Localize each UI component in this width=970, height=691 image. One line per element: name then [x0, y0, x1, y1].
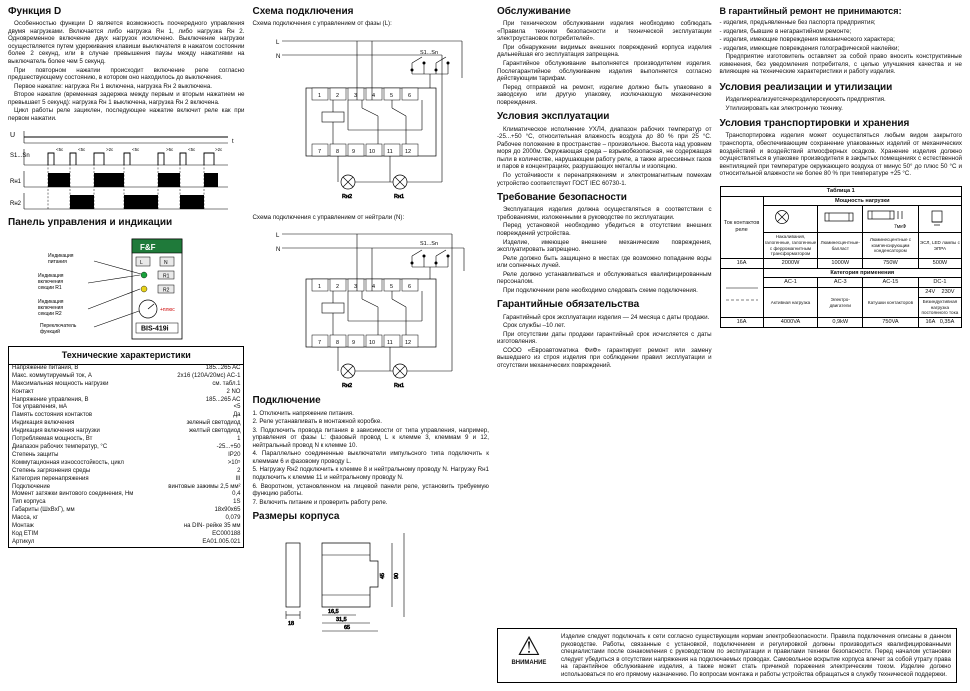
table1-category-col: AC-15 — [863, 278, 919, 288]
diagram-label-rn1: Rн1 — [10, 178, 21, 185]
table1-power-value: 750W — [863, 258, 919, 268]
svg-text:4: 4 — [372, 284, 376, 291]
svg-text:8: 8 — [336, 148, 340, 155]
table-row — [9, 531, 244, 539]
table-row — [9, 452, 244, 460]
spec-label: Потребляемая мощность, Вт — [12, 436, 93, 443]
safety-paragraph: Реле должно устанавливаться и обслуживаться квалифицированным персоналом. — [496, 270, 712, 286]
bulb-icon — [763, 206, 818, 233]
list-item: 6. Вворотном, установленном на лицевой панели реле, установить требуемую функцию работы. — [252, 482, 489, 498]
table-row — [9, 499, 244, 507]
panel-plus-text: +плюс — [160, 306, 175, 313]
table-row — [9, 523, 244, 531]
spec-value: 1S — [233, 499, 241, 506]
spec-label: Память состояния контактов — [12, 412, 93, 419]
operating-paragraph: По устойчивости к перенапряжениям и электромагнитным помехам устройство соответствует ГОСТ IEC 60730-1. — [496, 171, 712, 187]
norepair-title: В гарантийный ремонт не принимаются: — [719, 6, 902, 16]
table1-category-col: AC-3 — [818, 278, 863, 288]
table1-category-value: 0,9kW — [818, 317, 863, 327]
svg-text:Rн1: Rн1 — [394, 383, 405, 390]
connection-title: Подключение — [252, 395, 321, 407]
spec-label: Категория перенапряжения — [12, 475, 89, 482]
svg-text:9: 9 — [352, 148, 356, 155]
spec-label: Тип корпуса — [12, 499, 46, 506]
svg-text:L: L — [276, 233, 280, 240]
warranty-paragraph: Срок службы –10 лет. — [502, 322, 566, 330]
spec-label: Момент затяжки винтового соединения, Нм — [12, 491, 134, 498]
table-row — [9, 539, 244, 547]
table-row — [9, 428, 244, 436]
spec-label: Индикация включения — [12, 420, 75, 427]
dim-width: 18 — [288, 621, 295, 628]
svg-text:11: 11 — [387, 148, 394, 155]
table1-power-value: 1000W — [818, 258, 863, 268]
table-row — [9, 404, 244, 412]
spec-label: Коммутационная износостойкость, цикл — [12, 459, 124, 466]
norepair-item: - изделия, бывшие в негарантийном ремонте; — [719, 27, 852, 35]
table1-power-col: Люминесцентные-балласт — [818, 233, 863, 258]
scheme-switch-label: S1...Sn — [420, 49, 439, 56]
table1-power-col: Накаливания, галогенные, галогенные с ферромагнитным трансформатором — [763, 233, 818, 258]
panel-label-1: Индикация — [38, 272, 64, 279]
spec-label: Диапазон рабочих температур, °С — [12, 444, 108, 451]
service-paragraph: Гарантийное обслуживание выполняется производителем изделия. Послегарантийное обслуживание изделия выполняется согласно действующим тарифам. — [496, 60, 712, 83]
spec-value: -25...+50 — [216, 444, 241, 451]
spec-label: Макс. коммутируемый ток, А — [12, 372, 92, 379]
table-row — [720, 317, 961, 327]
table-row — [9, 380, 244, 388]
attention-text: Изделие следует подключать к сети согласно существующим нормам электробезопасности. Правила подключения описаны в данном руководстве. Работы, связанные с установкой, подключением и регулировкой должны производиться квалифицированными специалистами после ознакомления с руководством по эксплуатации и правилами техники безопасности. Перед началом установки следует убедиться в отсутствии напряжения на подключаемых проводах. Самовольное вскрытие корпуса влечет за собой утрату права на гарантийное обслуживание изделия, а также может стать причиной поражения электрическим током. Изделие должно использоваться по его прямому назначению. По вопросам монтажа и работы устройства обращаться в службу технической поддержки. — [560, 633, 951, 678]
column-1 — [8, 6, 244, 685]
safety-paragraph: Реле должно быть защищено в местах где возможно попадание воды или солнечных лучей. — [496, 254, 712, 270]
table1-category-value: 4000VA — [763, 317, 818, 327]
table1-category-value-pair: 16A 0,35A — [918, 317, 961, 327]
svg-text:7: 7 — [318, 340, 322, 347]
table1-category-col: DC-1 — [918, 278, 961, 288]
spec-table — [8, 364, 244, 548]
svg-text:11: 11 — [387, 340, 394, 347]
spec-value: зеленый светодиод — [186, 420, 241, 427]
spec-value: винтовые зажимы 2,5 мм² — [168, 483, 241, 490]
spec-label: Габариты (ШхВхГ), мм — [12, 507, 75, 514]
svg-text:секции R1: секции R1 — [38, 284, 62, 291]
panel-logo-text: F&F — [140, 242, 156, 252]
svg-text:4: 4 — [372, 92, 376, 99]
table1-category-current: 16A — [720, 317, 763, 327]
scheme-title: Схема подключения — [252, 6, 354, 17]
spec-value: >10⁵ — [227, 459, 241, 466]
warning-triangle-icon: ⚠ — [517, 631, 541, 662]
spec-value: EC000188 — [212, 530, 241, 537]
utilization-title: Условия реализации и утилизации — [719, 81, 893, 93]
svg-text:5: 5 — [390, 92, 394, 99]
diagram-label-u: U — [10, 131, 16, 139]
table1-category-col: AC-1 — [763, 278, 818, 288]
table-row — [9, 515, 244, 523]
table1-power-col: ЭСЛ, LED лампы с ЭПРА — [918, 233, 961, 258]
table1-power-col: Люминесцентные с компенсирующим конденсатором — [863, 233, 919, 258]
service-title: Обслуживание — [496, 6, 571, 17]
spec-value: желтый светодиод — [189, 428, 241, 435]
load-table — [720, 186, 962, 328]
svg-text:функций: функций — [40, 328, 60, 335]
svg-text:7мкФ: 7мкФ — [894, 224, 907, 231]
safety-paragraph: Изделие, имеющее внешние механические повреждения, эксплуатировать запрещено. — [496, 238, 712, 254]
norepair-item: - изделия, предъявленные без паспорта предприятия; — [719, 18, 876, 26]
table-row — [9, 436, 244, 444]
panel-label-2: Индикация — [38, 298, 64, 305]
svg-text:9: 9 — [352, 340, 356, 347]
panel-label-0: Индикация — [48, 252, 74, 259]
spec-table-title: Технические характеристики — [8, 346, 244, 364]
svg-text:L: L — [140, 259, 143, 266]
table1-title: Таблица 1 — [720, 186, 961, 196]
table1-category-sub: Электро- двигатели — [818, 288, 863, 318]
svg-text:Rн2: Rн2 — [342, 383, 353, 390]
scheme2-caption: Схема подключения с управлением от нейтрали (N): — [252, 213, 405, 221]
svg-text:3: 3 — [354, 284, 358, 291]
table-row — [9, 467, 244, 475]
spec-value: IP20 — [228, 451, 241, 458]
spec-value: 2x16 (120A/20мс) AC-1 — [177, 372, 241, 379]
svg-text:>2c: >2c — [215, 146, 223, 152]
svg-text:1: 1 — [318, 92, 322, 99]
spec-label: Масса, кг — [12, 515, 38, 522]
spec-label: Контакт — [12, 388, 34, 395]
connection-steps — [252, 410, 488, 507]
table1-category-value: 750VA — [863, 317, 919, 327]
table-row — [720, 258, 961, 268]
table1-power-value: 500W — [918, 258, 961, 268]
safety-title: Требование безопасности — [496, 192, 627, 204]
table-row — [9, 420, 244, 428]
spec-label: Индикация включения нагрузки — [12, 428, 100, 435]
svg-text:R1: R1 — [163, 273, 170, 280]
spec-value: 2 — [237, 467, 241, 474]
service-paragraph: При техническом обслуживании изделия необходимо соблюдать «Правила техники безопасности и технической эксплуатации электроустановок потребителей». — [496, 20, 712, 43]
svg-text:1: 1 — [318, 284, 322, 291]
svg-text:секции R2: секции R2 — [38, 310, 62, 317]
svg-text:>5c: >5c — [166, 146, 174, 152]
svg-text:включения: включения — [38, 304, 64, 311]
svg-text:S1...Sn: S1...Sn — [420, 241, 439, 248]
list-item: 2. Реле устанавливать в монтажной коробке. — [252, 418, 382, 426]
spec-value: 1 — [237, 436, 241, 443]
svg-text:>2c: >2c — [106, 146, 114, 152]
spec-value: 0,4 — [232, 491, 241, 498]
list-item: 3. Подключить провода питания в зависимости от типа управления, например, управления от фазы L: фазовый провод L к клемме 3, клеммам 9 и 12, нейтральный провод N к клемме 10. — [252, 426, 489, 449]
spec-label: Код ЕТІМ — [12, 530, 39, 537]
safety-paragraph: Эксплуатация изделия должна осуществляться в соответствии с требованиями, изложенными в руководстве по эксплуатации. — [496, 206, 712, 221]
svg-text:питания: питания — [48, 258, 67, 265]
table-row — [720, 268, 961, 278]
diagram-label-rn2: Rн2 — [10, 200, 21, 207]
warranty-paragraph: Гарантийный срок эксплуатации изделия — 24 месяца с даты продажи. — [502, 313, 710, 321]
svg-text:<5c: <5c — [56, 146, 64, 152]
svg-text:2: 2 — [336, 284, 340, 291]
table1-power-header: Мощность нагрузки — [763, 196, 961, 206]
function-d-paragraph: Цикл работы реле зациклен, последующее нажатие включит реле как при первом нажатии. — [8, 107, 245, 122]
svg-text:6: 6 — [408, 92, 412, 99]
table-row — [9, 396, 244, 404]
svg-text:90: 90 — [394, 573, 401, 580]
table1-power-value: 2000W — [763, 258, 818, 268]
function-d-paragraph: При повторном нажатии происходит включение реле согласно предшествующему состоянию, в котором оно находилось до выключения. — [8, 66, 245, 82]
table-row — [9, 507, 244, 515]
svg-text:5: 5 — [390, 284, 394, 291]
spec-value: 18х90х65 — [214, 507, 241, 514]
table-row — [9, 483, 244, 491]
svg-text:45: 45 — [380, 573, 387, 580]
spec-label: Степень загрязнения среды — [12, 467, 91, 474]
column-2 — [252, 6, 488, 685]
table-row — [720, 196, 961, 206]
utilization-paragraph: Изделиереализуетсячерездилерскуюсеть предприятия. — [725, 96, 886, 104]
table-row — [9, 412, 244, 420]
svg-text:N: N — [276, 53, 281, 60]
table-row — [9, 475, 244, 483]
svg-text:R2: R2 — [163, 287, 170, 294]
svg-text:t: t — [232, 138, 234, 145]
list-item: 5. Нагрузку Rн2 подключить к клемме 8 и нейтральному проводу N. Нагрузку Rн1 подключить к клемме 11 и нейтральному проводу N. — [252, 466, 489, 481]
table1-category-sub: Активная нагрузка — [763, 288, 818, 318]
svg-text:2: 2 — [336, 92, 340, 99]
svg-text:<5c: <5c — [188, 146, 196, 152]
spec-value: 185...265 AC — [205, 396, 241, 403]
norepair-item: - изделия, имеющие повреждения голографической наклейки; — [719, 44, 900, 52]
table-row — [9, 444, 244, 452]
norepair-item: - изделия, имеющие повреждения механического характера; — [719, 36, 895, 44]
spec-value: EA01.005.021 — [202, 538, 241, 545]
operating-paragraph: Климатическое исполнение УХЛ4, диапазон рабочих температур от -25...+50 °С, относительная влажность воздуха до 80 % при 25 °С. Рабочее положение в пространстве – произвольное. Высота над уровнем моря до 2000м. Окружающая среда – взрывобезопасная, не содержащая пыли в количестве, нарушающем работу реле, а также агрессивных газов и паров в концентрациях, разрушающих металлы и изоляцию. — [496, 125, 712, 171]
spec-value: 185...265 AC — [205, 364, 241, 371]
svg-text:10: 10 — [369, 340, 376, 347]
function-d-paragraph: Второе нажатие (временная задержка между первым и вторым нажатием не превышает 5 секунд): нагрузка Rн 1 выключена, нагрузка Rн 2 включена. — [8, 91, 245, 106]
svg-text:Rн2: Rн2 — [342, 193, 353, 200]
spec-label: Степень защиты — [12, 451, 59, 458]
diagram-label-s: S1...Sn — [10, 152, 30, 159]
safety-paragraph: Перед установкой необходимо убедиться в отсутствии внешних повреждений устройства. — [496, 222, 712, 237]
spec-label: Напряжение питания, В — [12, 364, 79, 371]
spec-label: Ток управления, мА — [12, 404, 68, 411]
dimensions-title: Размеры корпуса — [252, 511, 340, 523]
column-4 — [720, 6, 962, 685]
spec-value: <5 — [233, 404, 241, 411]
warranty-title: Гарантийные обязательства — [496, 299, 640, 311]
attention-icon-wrap — [503, 633, 555, 678]
list-item: 4. Параллельно соединенные выключатели импульсного типа подключить к клеммам 6 и фазовому проводу L. — [252, 450, 489, 465]
svg-text:3: 3 — [354, 92, 358, 99]
spec-label: Монтаж — [12, 523, 34, 530]
transport-title: Условия транспортировки и хранения — [719, 118, 910, 130]
svg-text:<5c: <5c — [132, 146, 140, 152]
spec-label: Подключение — [12, 483, 51, 490]
service-paragraph: При обнаружении видимых внешних повреждений корпуса изделия дальнейшая его эксплуатация запрещена. — [496, 43, 712, 59]
function-d-paragraph: Особенностью функции D является возможность поочередного управления двумя нагрузками. Включается либо нагрузка Rн 1, либо нагрузка Rн 2. Одновременное включение двух нагрузок исключено. Выключение нагрузки осуществляется путем удерживания клавиши выключателя в нажатом состоянии более 2 секунд, или в случае превышения паузы между нажатиями на выключатель более чем 5 секунд. — [8, 20, 245, 65]
spec-label: Напряжение управления, В — [12, 396, 89, 403]
safety-paragraph: При подключении реле необходимо следовать схеме подключения. — [502, 286, 698, 294]
table1-category-header: Категория применения — [763, 268, 961, 278]
svg-text:включения: включения — [38, 278, 64, 285]
table1-current-value: 16A — [720, 258, 763, 268]
table-row — [9, 460, 244, 468]
spec-value: 0,079 — [225, 515, 241, 522]
svg-text:N: N — [164, 259, 168, 266]
table1-current-header: Ток контактов реле — [720, 196, 763, 258]
svg-text:31,5: 31,5 — [336, 617, 348, 624]
table-row — [720, 186, 961, 196]
service-paragraph: Перед отправкой на ремонт, изделие должно быть упаковано в заводскую или другую упаковку, исключающую механические повреждения. — [496, 83, 712, 106]
svg-text:16,5: 16,5 — [328, 609, 340, 616]
led-icon — [918, 206, 961, 233]
svg-text:65: 65 — [344, 625, 351, 632]
fluorescent-icon — [818, 206, 863, 233]
utilization-paragraph: Утилизировать как электронную технику. — [725, 104, 843, 112]
svg-text:Rн1: Rн1 — [394, 193, 405, 200]
spec-label: Артикул — [12, 538, 35, 545]
spec-label: Максимальная мощность нагрузки — [12, 380, 109, 387]
scheme1-caption: Схема подключения с управлением от фазы (L): — [252, 20, 392, 28]
transport-paragraph: Транспортировка изделия может осуществляться любым видом закрытого транспорта, обеспечивающим сохранение упакованных изделий от механических воздействий и воздействий атмосферных осадков. Хранение изделия должно осуществляться в упаковке производителя в закрытых помещениях с естественной вентиляцией при температуре окружающего воздуха от минус 50° до плюс 50 °С и относительной влажности не более 80 % при температуре +25 °С. — [719, 132, 962, 178]
dimensions-drawing — [252, 525, 488, 635]
list-item: 1. Отключить напряжение питания. — [252, 409, 354, 417]
table-row — [9, 364, 244, 372]
panel-illustration — [8, 231, 244, 346]
timing-diagram — [8, 127, 244, 213]
function-d-title: Функция D — [8, 6, 62, 17]
svg-text:10: 10 — [369, 148, 376, 155]
table1-current-header-2 — [720, 268, 763, 317]
function-d-paragraph: Первое нажатие: нагрузка Rн 1 включена, нагрузка Rн 2 выключена. — [14, 82, 212, 90]
svg-text:12: 12 — [405, 148, 412, 155]
table-row — [9, 491, 244, 499]
svg-text:<5c: <5c — [78, 146, 86, 152]
svg-text:8: 8 — [336, 340, 340, 347]
columns-container — [8, 6, 962, 685]
warranty-paragraph: СООО «Евроавтоматика ФиФ» гарантирует ремонт или замену вышедшего из строя изделия при соблюдении правил эксплуатации и отсутствии механических повреждений. — [496, 346, 712, 369]
svg-text:6: 6 — [408, 284, 412, 291]
spec-value: см. табл.1 — [212, 380, 241, 387]
svg-text:7: 7 — [318, 148, 322, 155]
table1-voltage-row: 24V 230V — [918, 288, 961, 298]
list-item: 7. Включить питание и проверить работу реле. — [252, 498, 388, 506]
wiring-scheme-1 — [252, 30, 488, 212]
svg-text:N: N — [276, 247, 281, 254]
panel-label-3: Переключатель — [40, 322, 77, 329]
norepair-item: Предприятие изготовитель оставляет за собой право вносить конструктивные изменения, без уведомления потребителя, с целью улучшения качества и не влияющие на технические характеристики и работу изделия. — [719, 53, 962, 76]
wiring-scheme-2 — [252, 223, 488, 395]
svg-text:12: 12 — [405, 340, 412, 347]
attention-label: ВНИМАНИЕ — [511, 660, 547, 667]
svg-text:L: L — [276, 39, 280, 46]
operating-title: Условия эксплуатации — [496, 111, 610, 123]
fluorescent-capacitor-icon — [863, 206, 919, 233]
spec-value: Да — [233, 412, 241, 419]
panel-badge-text: BIS-419i — [141, 325, 169, 333]
spec-value: 2 NO — [226, 388, 241, 395]
table1-category-sub: Катушки контакторов — [863, 288, 919, 318]
panel-title: Панель управления и индикации — [8, 216, 173, 228]
spec-value: III — [235, 475, 241, 482]
table-row — [9, 373, 244, 381]
spec-value: на DIN- рейке 35 мм — [183, 523, 241, 530]
table-row — [9, 388, 244, 396]
table1-category-sub: Безиндуктивная нагрузка постоянного тока — [918, 298, 961, 318]
warranty-paragraph: При отсутствии даты продажи гарантийный срок исчисляется с даты изготовления. — [496, 330, 712, 346]
